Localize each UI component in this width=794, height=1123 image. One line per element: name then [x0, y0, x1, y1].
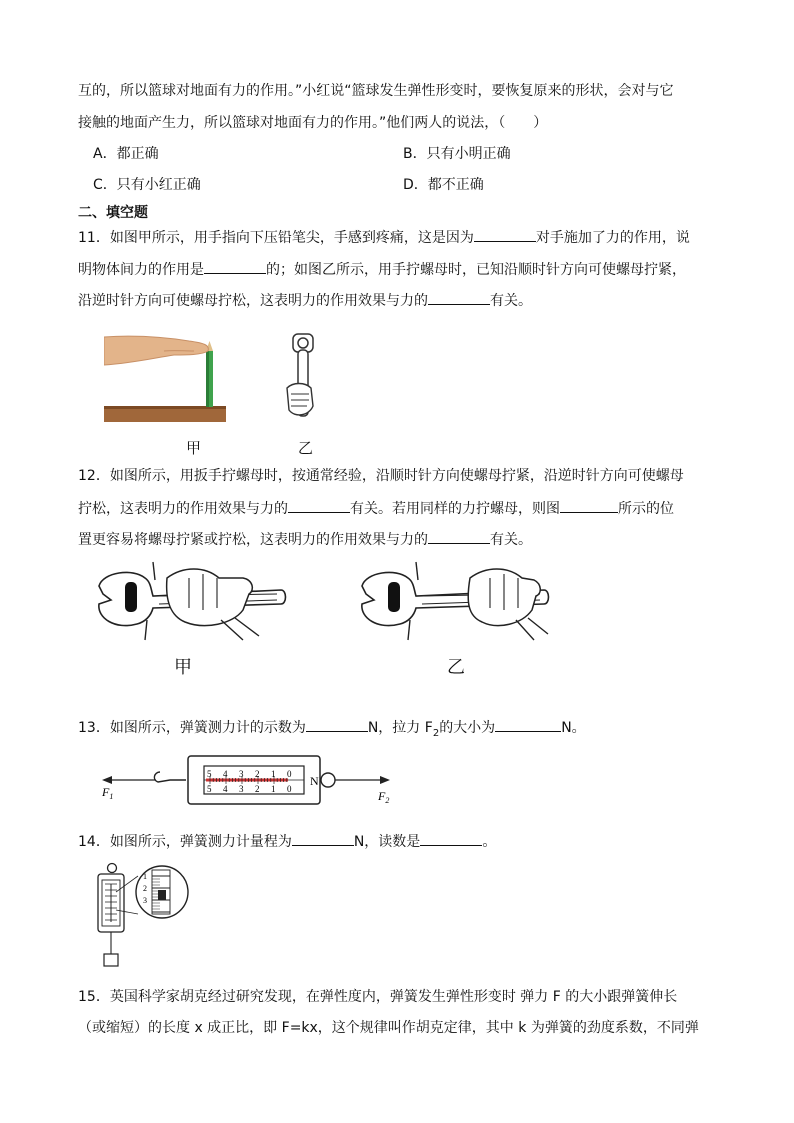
- q14-mark-3: 3: [143, 896, 147, 905]
- q14-line: [78, 831, 496, 852]
- q13-scale-label: 0: [287, 784, 292, 794]
- q12-blank-1[interactable]: [288, 498, 350, 513]
- q12-figure-jia: [93, 560, 289, 644]
- q13-sub: 2: [432, 727, 440, 739]
- q13-scale-label: 4: [223, 784, 228, 794]
- q12-blank-3[interactable]: [428, 529, 490, 544]
- q14-blank-2[interactable]: [420, 831, 482, 846]
- q14-text: 。: [482, 834, 497, 850]
- q11-caption-yi: 乙: [298, 439, 314, 457]
- q12-text: 有关。: [490, 532, 532, 548]
- q11-caption-jia: 甲: [186, 439, 202, 457]
- q11-figure-jia: [104, 333, 228, 425]
- q13-unit-label: N: [310, 774, 319, 788]
- q13-scale-label: 2: [255, 769, 260, 779]
- q13-scale-label: 1: [271, 784, 276, 794]
- q15-line-1: 15．英国科学家胡克经过研究发现，在弹性度内，弹簧发生弹性形变时 弹力 F 的大小跟弹簧伸长: [78, 989, 678, 1005]
- q12-line-2: [78, 498, 674, 519]
- q13-scale-label: 5: [207, 769, 212, 779]
- q12-line-1: 12．如图所示，用扳手拧螺母时，按通常经验，沿顺时针方向使螺母拧紧，沿逆时针方向可使螺母: [78, 468, 684, 484]
- q14-mark-1: 1: [143, 872, 147, 881]
- q13-blank-2[interactable]: [495, 717, 561, 732]
- q10-line-2: 接触的地面产生力，所以篮球对地面有力的作用。”他们两人的说法，（ ）: [78, 115, 548, 131]
- q11-text: 11．如图甲所示，用手指向下压铅笔尖，手感到疼痛，这是因为: [78, 230, 474, 246]
- q10-option-a[interactable]: A．都正确: [93, 146, 159, 162]
- q13-scale-label: 3: [239, 784, 244, 794]
- q11-line-1: [78, 227, 690, 248]
- q11-blank-1[interactable]: [474, 227, 536, 242]
- q12-figure-yi: [356, 560, 552, 644]
- q10-option-b[interactable]: B．只有小明正确: [403, 146, 511, 162]
- q12-text: 所示的位: [618, 501, 674, 517]
- q13-f2-label: $F_2$: [378, 789, 390, 805]
- q13-scale-label: 5: [207, 784, 212, 794]
- q12-line-3: [78, 529, 532, 550]
- q11-line-2: [78, 259, 686, 280]
- q11-text: 有关。: [490, 293, 532, 309]
- q14-blank-1[interactable]: [292, 831, 354, 846]
- q14-text: 14．如图所示，弹簧测力计量程为: [78, 834, 292, 850]
- q13-scale-label: 3: [239, 769, 244, 779]
- q13-text: 的大小为: [439, 720, 496, 736]
- q12-blank-2[interactable]: [560, 498, 618, 513]
- q11-text: 明物体间力的作用是: [78, 262, 204, 278]
- q11-line-3: [78, 290, 532, 311]
- q11-blank-3[interactable]: [428, 290, 490, 305]
- q12-text: 有关。若用同样的力拧螺母，则图: [350, 501, 560, 517]
- q14-text: N，读数是: [353, 834, 421, 850]
- q14-spring-scale-figure: [88, 862, 192, 972]
- q15-line-2: （或缩短）的长度 x 成正比，即 F=kx，这个规律叫作胡克定律，其中 k 为弹簧的劲度系数，不同弹: [78, 1020, 699, 1036]
- q13-scale-label: 0: [287, 769, 292, 779]
- q11-blank-2[interactable]: [204, 259, 266, 274]
- q10-option-d[interactable]: D．都不正确: [403, 177, 484, 193]
- q13-text: N，拉力 F: [367, 720, 433, 736]
- q13-blank-1[interactable]: [306, 717, 368, 732]
- q13-scale-label: 4: [223, 769, 228, 779]
- q13-scale-label: 2: [255, 784, 260, 794]
- q13-line: [78, 717, 586, 744]
- q14-mark-2: 2: [143, 884, 147, 893]
- q13-text: 13．如图所示，弹簧测力计的示数为: [78, 720, 306, 736]
- q12-caption-yi: 乙: [447, 657, 465, 678]
- q11-figure-yi: [279, 330, 327, 426]
- q13-text: N。: [561, 720, 586, 736]
- section-heading-fill-blank: 二、填空题: [78, 205, 148, 221]
- q13-spring-scale-figure: [100, 752, 400, 808]
- q12-caption-jia: 甲: [174, 657, 192, 678]
- q11-text: 沿逆时针方向可使螺母拧松，这表明力的作用效果与力的: [78, 293, 428, 309]
- q13-scale-label: 1: [271, 769, 276, 779]
- q12-text: 置更容易将螺母拧紧或拧松，这表明力的作用效果与力的: [78, 532, 428, 548]
- q11-text: 的；如图乙所示，用手拧螺母时，已知沿顺时针方向可使螺母拧紧，: [266, 262, 686, 278]
- q10-option-c[interactable]: C．只有小红正确: [93, 177, 201, 193]
- q10-line-1: 互的，所以篮球对地面有力的作用。”小红说“篮球发生弹性形变时，要恢复原来的形状，会对与它: [78, 83, 674, 99]
- q12-text: 拧松，这表明力的作用效果与力的: [78, 501, 288, 517]
- q13-f1-label: $F_1$: [102, 785, 114, 801]
- q11-text: 对手施加了力的作用，说: [535, 230, 690, 246]
